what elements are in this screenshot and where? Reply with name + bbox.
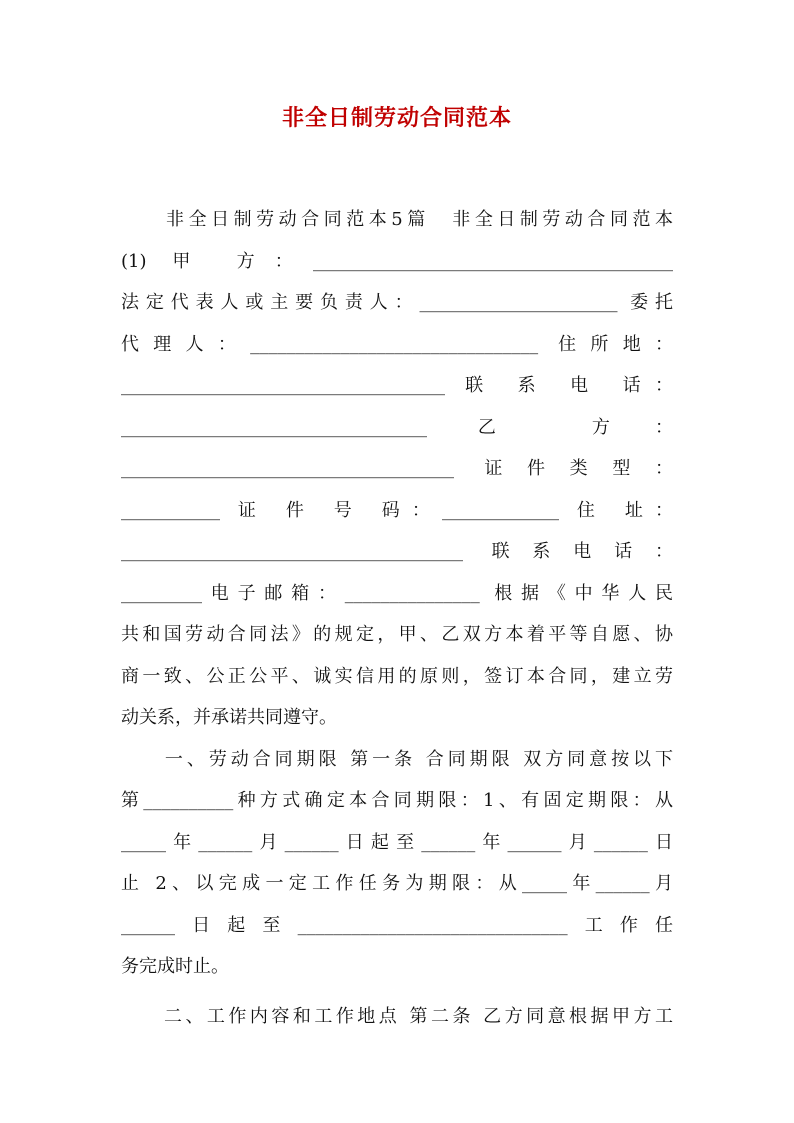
text-line: 法定代表人或主要负责人：______________________ 委托 [121,292,673,313]
text-line: 非全日制劳动合同范本5篇 非全日制劳动合同范本 [121,209,673,230]
paragraph [121,199,673,739]
text-line: 二、工作内容和工作地点 第二条 乙方同意根据甲方工 [121,1005,673,1027]
paragraph [121,996,673,1038]
text-line: (1) 甲 方：________________________________________ [121,250,673,272]
text-line: ____________________________________ 联 系 电 话： [121,375,673,396]
text-line: ______日起至______________________________工作任 [121,914,673,936]
text-line: 务完成时止。 [121,956,229,977]
text-line: _________电子邮箱：_______________ 根据《中华人民 [121,582,673,604]
document-title: 非全日制劳动合同范本 [281,105,512,131]
text-line: 商一致、公正公平、诚实信用的原则，签订本合同，建立劳 [121,665,673,687]
text-line: ___________ 证 件 号 码：_____________ 住 址： [121,499,673,521]
text-line: ______________________________________ 联系电话： [121,541,673,562]
paragraph [121,739,673,988]
text-line: 一、劳动合同期限 第一条 合同期限 双方同意按以下 [121,748,673,770]
text-line: _____年______月______日起至______年______月______日 [121,831,673,853]
text-line: _____________________________________ 证件类型： [121,458,673,479]
text-line: 动关系，并承诺共同遵守。 [121,707,337,728]
document-body [121,199,673,1037]
text-line: 代理人：________________________________ 住所地： [121,333,673,355]
text-line: 共和国劳动合同法》的规定，甲、乙双方本着平等自愿、协 [121,624,673,645]
text-line: __________________________________ 乙 方： [121,416,673,438]
text-line: 第__________种方式确定本合同期限：1、有固定期限：从 [121,790,673,811]
text-line: 止 2、以完成一定工作任务为期限：从_____年______月 [121,873,673,894]
